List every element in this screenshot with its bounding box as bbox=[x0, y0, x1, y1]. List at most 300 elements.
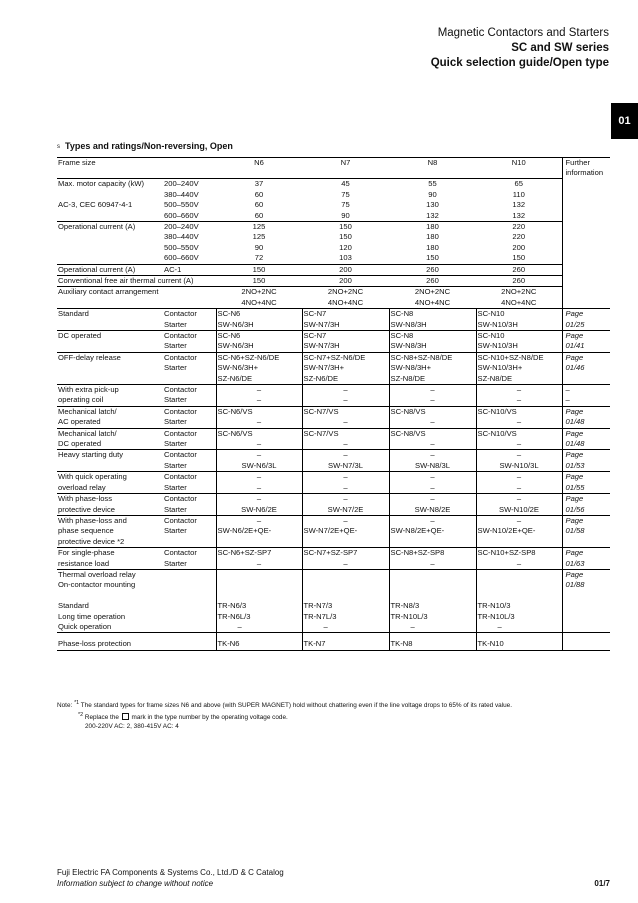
type-number-line: SW-N10/3H bbox=[477, 341, 518, 351]
motor-capacity-row bbox=[57, 179, 610, 222]
kind-label-line: Contactor bbox=[164, 428, 197, 438]
phase-loss-type-line: TK-N6 bbox=[217, 639, 240, 649]
type-number bbox=[216, 352, 302, 384]
note3: 200-220V AC: 2, 380-415V AC: 4 bbox=[85, 723, 179, 731]
aux-contact bbox=[389, 287, 476, 309]
motor-kw-line: 132 bbox=[512, 200, 526, 210]
type-row bbox=[57, 406, 610, 428]
op-current-line: 72 bbox=[254, 253, 264, 263]
page-ref bbox=[562, 385, 610, 407]
type-number bbox=[302, 428, 389, 450]
type-number-line: – bbox=[343, 472, 348, 482]
type-row bbox=[57, 385, 610, 407]
type-number-line: SW-N10/3H bbox=[477, 319, 518, 329]
type-label-line: Mechanical latch/ bbox=[58, 406, 117, 416]
op-current-line: 90 bbox=[254, 242, 264, 252]
kind-label-line: Contactor bbox=[164, 406, 197, 416]
type-number-line: – bbox=[430, 439, 435, 449]
type-number-line: SW-N10/2E+QE- bbox=[477, 526, 536, 536]
page-ref bbox=[562, 331, 610, 353]
chapter-tab[interactable]: 01 bbox=[611, 103, 638, 139]
page-ref-line: 01/25 bbox=[565, 319, 585, 329]
motor-kw-line: 110 bbox=[512, 189, 525, 199]
type-label bbox=[57, 515, 163, 547]
frame-N8 bbox=[389, 158, 476, 179]
op-current-line: 125 bbox=[252, 221, 266, 231]
type-number bbox=[216, 406, 302, 428]
page-header bbox=[431, 26, 609, 71]
type-number bbox=[302, 331, 389, 353]
page-ref-line: Page bbox=[565, 548, 584, 558]
op-current bbox=[476, 221, 562, 264]
ac1-current-line: 150 bbox=[252, 264, 266, 274]
kind-label-line: Starter bbox=[164, 526, 187, 536]
relay-type-line: TR-N10/3 bbox=[477, 601, 511, 611]
type-number-line: – bbox=[256, 395, 262, 405]
type-number-line: – bbox=[343, 558, 348, 568]
type-row bbox=[57, 472, 610, 494]
page-ref-line: Page bbox=[565, 352, 584, 362]
phase-loss-type bbox=[302, 633, 389, 650]
kind-label bbox=[163, 548, 216, 570]
type-number bbox=[389, 406, 476, 428]
thermal-relay-row bbox=[57, 569, 610, 632]
type-label-line: operating coil bbox=[58, 395, 104, 405]
type-number-line: SZ-N8/DE bbox=[477, 373, 513, 383]
selection-table bbox=[57, 157, 610, 651]
type-number-line: – bbox=[343, 417, 348, 427]
kind-label-line: Starter bbox=[164, 504, 187, 514]
blank bbox=[562, 221, 610, 264]
square-mark-icon bbox=[122, 713, 129, 720]
type-label bbox=[57, 548, 163, 570]
blank bbox=[562, 633, 610, 650]
voltage-list-line: 500–550V bbox=[164, 200, 199, 210]
type-number bbox=[476, 428, 562, 450]
page-ref-line: – bbox=[565, 395, 570, 405]
relay-type-line: TR-N10L/3 bbox=[477, 611, 515, 621]
type-number bbox=[389, 352, 476, 384]
type-number-line: – bbox=[516, 482, 522, 492]
type-number-line: SC-N7 bbox=[303, 309, 327, 319]
relay-type-line bbox=[218, 591, 301, 601]
type-label-line: OFF-delay release bbox=[58, 352, 121, 362]
note1-mark: *1 bbox=[74, 700, 80, 706]
type-row bbox=[57, 428, 610, 450]
op-current-label-line: Operational current (A) bbox=[58, 221, 136, 231]
motor-kw bbox=[302, 179, 389, 222]
blank bbox=[562, 264, 610, 275]
aux-contact bbox=[302, 287, 389, 309]
motor-kw-line: 37 bbox=[254, 179, 264, 189]
ac1-label-line: AC-1 bbox=[164, 264, 182, 274]
motor-kw-line: 132 bbox=[512, 210, 526, 220]
relay-type bbox=[302, 569, 389, 632]
page-footer bbox=[57, 867, 610, 889]
type-number bbox=[389, 494, 476, 516]
kind-label bbox=[163, 352, 216, 384]
type-number-line: SC-N6+SZ-SP7 bbox=[217, 548, 272, 558]
relay-type-line bbox=[218, 570, 301, 580]
type-number-line: SC-N7/VS bbox=[303, 406, 339, 416]
page-ref bbox=[562, 569, 610, 632]
op-current-line: 150 bbox=[339, 221, 352, 231]
thermal-relay-label-line bbox=[58, 591, 215, 601]
relay-type-line bbox=[218, 580, 301, 590]
voltage-list-line: 380–440V bbox=[164, 232, 199, 242]
page-ref-line: Page bbox=[565, 569, 584, 579]
type-number-line: – bbox=[516, 558, 522, 568]
type-label bbox=[57, 450, 163, 472]
page-ref-line: Page bbox=[565, 331, 584, 340]
thermal-relay-label-line: Standard bbox=[58, 601, 89, 611]
type-number-line: SW-N7/3L bbox=[328, 460, 363, 470]
kind-label-line: Contactor bbox=[164, 385, 197, 395]
page-ref-line: 01/58 bbox=[565, 526, 585, 536]
type-number bbox=[302, 385, 389, 407]
motor-capacity-label-line bbox=[58, 190, 162, 200]
relay-type-line: – bbox=[497, 621, 502, 631]
type-number-line: SC-N10/VS bbox=[477, 428, 517, 438]
type-number-line: – bbox=[516, 439, 522, 449]
ac1-current bbox=[302, 264, 389, 275]
note1: The standard types for frame sizes N6 and above (with SUPER MAGNET) hold without chattering even if the line voltage drops to 65% of its rated value. bbox=[80, 702, 513, 710]
type-number-line: SC-N10+SZ-N8/DE bbox=[477, 352, 544, 362]
kind-label-line: Starter bbox=[164, 319, 187, 329]
type-number-line: – bbox=[256, 450, 262, 460]
frame-N6 bbox=[216, 158, 302, 179]
page-ref-line: 01/48 bbox=[565, 417, 585, 427]
thermal-relay-label-line: Quick operation bbox=[58, 621, 112, 631]
frame-N7-line: N7 bbox=[340, 158, 351, 167]
kind-label-line: Starter bbox=[164, 439, 187, 449]
type-label-line: DC operated bbox=[58, 331, 102, 340]
type-number bbox=[476, 331, 562, 353]
kind-label-line: Starter bbox=[164, 460, 187, 470]
notes bbox=[57, 699, 617, 731]
type-label-line: DC operated bbox=[58, 439, 102, 449]
type-number-line: SC-N8 bbox=[390, 309, 414, 319]
type-label bbox=[57, 428, 163, 450]
type-label-line: phase sequence bbox=[58, 526, 114, 536]
kind-label-line: Contactor bbox=[164, 309, 197, 319]
motor-kw-line: 60 bbox=[254, 210, 264, 220]
type-number bbox=[216, 494, 302, 516]
kind-label-line: Contactor bbox=[164, 450, 197, 460]
page-ref-line: – bbox=[565, 385, 570, 395]
type-number bbox=[476, 548, 562, 570]
type-number bbox=[476, 385, 562, 407]
type-number bbox=[216, 385, 302, 407]
type-label-line: With phase-loss and bbox=[58, 515, 127, 525]
section-title bbox=[57, 141, 233, 151]
page-ref-line: Page bbox=[565, 450, 584, 460]
kind-label bbox=[163, 472, 216, 494]
motor-capacity-label-line: Max. motor capacity (kW) bbox=[58, 179, 145, 189]
op-current-line: 103 bbox=[339, 253, 352, 263]
motor-kw bbox=[389, 179, 476, 222]
type-number-line: SC-N8/VS bbox=[390, 428, 426, 438]
page-ref-line: 01/46 bbox=[565, 363, 585, 373]
type-number-line: – bbox=[430, 558, 435, 568]
aux-contact-line: 2NO+2NC bbox=[414, 287, 451, 297]
aux-contact-line: 2NO+2NC bbox=[241, 287, 277, 297]
relay-type-line: TR-N7L/3 bbox=[303, 611, 337, 621]
ac1-current-line: 200 bbox=[339, 264, 352, 274]
type-number-line: – bbox=[256, 515, 262, 525]
type-number-line: SC-N8 bbox=[390, 331, 414, 340]
type-number-line: SW-N7/3H bbox=[303, 341, 340, 351]
type-number-line: – bbox=[430, 472, 435, 482]
thermal-relay-label-line: On-contactor mounting bbox=[58, 580, 136, 590]
type-number-line: – bbox=[430, 494, 435, 504]
section-title-text: Types and ratings/Non-reversing, Open bbox=[65, 141, 233, 151]
kind-label bbox=[163, 494, 216, 516]
type-number bbox=[389, 331, 476, 353]
kind-label-line: Contactor bbox=[164, 548, 197, 558]
relay-type-line: – bbox=[323, 621, 328, 631]
kind-label-line: Starter bbox=[164, 363, 187, 373]
relay-type-line bbox=[478, 591, 561, 601]
op-current-line: 150 bbox=[339, 232, 352, 242]
type-number-line: – bbox=[516, 450, 522, 460]
aux-contact bbox=[476, 287, 562, 309]
footer-disclaimer: Information subject to change without notice bbox=[57, 879, 214, 888]
motor-kw-line: 55 bbox=[428, 179, 437, 189]
page-ref bbox=[562, 309, 610, 331]
type-row bbox=[57, 309, 610, 331]
type-row bbox=[57, 450, 610, 472]
relay-type-line bbox=[304, 591, 388, 601]
page-ref-line: 01/63 bbox=[565, 558, 585, 568]
page-ref-line: 01/48 bbox=[565, 439, 585, 449]
relay-type-line bbox=[391, 591, 475, 601]
voltage-list bbox=[163, 221, 216, 264]
relay-type-line bbox=[304, 570, 388, 580]
type-number-line: SC-N6 bbox=[217, 309, 241, 319]
type-number bbox=[302, 548, 389, 570]
kind-label bbox=[163, 406, 216, 428]
op-current bbox=[389, 221, 476, 264]
type-number-line: SW-N6/3H bbox=[217, 341, 254, 351]
motor-kw bbox=[216, 179, 302, 222]
type-number-line: SW-N8/3H+ bbox=[390, 363, 432, 373]
voltage-list-line: 500–550V bbox=[164, 242, 199, 252]
blank bbox=[562, 275, 610, 286]
type-number-line: SC-N7+SZ-N6/DE bbox=[303, 352, 366, 362]
type-label bbox=[57, 331, 163, 353]
note2-a: Replace the bbox=[84, 713, 119, 721]
motor-kw-line: 130 bbox=[426, 200, 439, 210]
type-label bbox=[57, 352, 163, 384]
type-label bbox=[57, 494, 163, 516]
motor-capacity-label-line: AC-3, CEC 60947-4-1 bbox=[58, 200, 133, 210]
op-current-line: 220 bbox=[512, 221, 526, 231]
type-number bbox=[302, 406, 389, 428]
type-number-line: – bbox=[256, 494, 262, 504]
op-current-label bbox=[57, 221, 163, 264]
phase-loss-type-line: TK-N7 bbox=[303, 639, 326, 649]
ac1-current-line: 260 bbox=[512, 264, 526, 274]
op-current-ac1-label bbox=[57, 264, 163, 275]
phase-loss-type bbox=[389, 633, 476, 650]
frame-size-label-line: Frame size bbox=[58, 158, 96, 167]
frame-N10-line: N10 bbox=[511, 158, 526, 167]
phase-loss-type bbox=[476, 633, 562, 650]
motor-capacity-label-line bbox=[58, 211, 162, 221]
type-number-line: – bbox=[430, 395, 435, 405]
kind-label bbox=[163, 385, 216, 407]
kind-label-line: Contactor bbox=[164, 494, 197, 504]
type-number-line: SC-N6/VS bbox=[217, 406, 253, 416]
op-current-line: 200 bbox=[512, 242, 526, 252]
type-number-line: – bbox=[256, 417, 262, 427]
type-number-line: – bbox=[343, 450, 348, 460]
type-number bbox=[389, 385, 476, 407]
thermal-current-line: 260 bbox=[512, 275, 526, 285]
voltage-list-line: 200–240V bbox=[164, 179, 199, 189]
type-number bbox=[302, 309, 389, 331]
page-ref-line: 01/53 bbox=[565, 460, 585, 470]
relay-type-line: TR-N7/3 bbox=[303, 601, 333, 611]
type-number bbox=[476, 450, 562, 472]
kind-label-line: Contactor bbox=[164, 352, 197, 362]
type-number-line: SW-N8/3H bbox=[390, 319, 427, 329]
page-ref bbox=[562, 352, 610, 384]
phase-loss-row bbox=[57, 633, 610, 650]
type-label bbox=[57, 472, 163, 494]
type-label-line: Standard bbox=[58, 309, 89, 319]
relay-type bbox=[389, 569, 476, 632]
thermal-current-line: 260 bbox=[426, 275, 439, 285]
page-ref-line: Page bbox=[565, 406, 584, 416]
aux-contact-line: 4NO+4NC bbox=[501, 297, 537, 307]
page-ref-line: 01/55 bbox=[565, 482, 585, 492]
thermal-relay-label-line: Thermal overload relay bbox=[58, 569, 136, 579]
motor-kw-line: 75 bbox=[341, 200, 350, 210]
page-ref bbox=[562, 450, 610, 472]
aux-contact-label bbox=[57, 287, 216, 309]
type-number-line: SC-N7+SZ-SP7 bbox=[303, 548, 358, 558]
relay-type-line bbox=[304, 580, 388, 590]
type-number bbox=[476, 472, 562, 494]
type-number bbox=[476, 406, 562, 428]
type-number-line: – bbox=[516, 515, 522, 525]
voltage-list-line: 600–660V bbox=[164, 210, 199, 220]
voltage-list-line: 380–440V bbox=[164, 189, 199, 199]
note-prefix: Note: bbox=[57, 702, 73, 710]
ac1-current bbox=[216, 264, 302, 275]
motor-kw-line: 45 bbox=[341, 179, 350, 189]
page-ref bbox=[562, 548, 610, 570]
voltage-list bbox=[163, 179, 216, 222]
type-label bbox=[57, 309, 163, 331]
page-ref bbox=[562, 472, 610, 494]
type-number bbox=[216, 472, 302, 494]
frame-N6-line: N6 bbox=[254, 158, 264, 167]
footer-company: Fuji Electric FA Components & Systems Co., Ltd./D & C Catalog bbox=[57, 868, 284, 877]
motor-kw-line: 132 bbox=[426, 210, 439, 220]
page-ref-line: Page bbox=[565, 428, 584, 438]
aux-contact-row bbox=[57, 287, 610, 309]
thermal-current-row bbox=[57, 275, 610, 286]
type-number-line: SZ-N8/DE bbox=[390, 373, 426, 383]
relay-type-line: – bbox=[237, 621, 242, 631]
type-number-line: – bbox=[430, 482, 435, 492]
type-label-line: AC operated bbox=[58, 417, 101, 427]
type-number bbox=[389, 472, 476, 494]
type-label-line: protective device bbox=[58, 504, 115, 514]
type-label bbox=[57, 385, 163, 407]
thermal-current bbox=[302, 275, 389, 286]
op-current-row bbox=[57, 221, 610, 264]
relay-type-line: TR-N10L/3 bbox=[390, 611, 428, 621]
op-current-line: 180 bbox=[426, 221, 439, 231]
type-number bbox=[216, 450, 302, 472]
motor-kw-line: 60 bbox=[254, 189, 264, 199]
motor-kw bbox=[476, 179, 562, 222]
aux-contact-line: 4NO+4NC bbox=[241, 297, 277, 307]
type-number-line: SC-N8/VS bbox=[390, 406, 426, 416]
type-number-line: – bbox=[430, 417, 435, 427]
kind-label bbox=[163, 331, 216, 353]
relay-type-line bbox=[478, 570, 561, 580]
ac1-current bbox=[389, 264, 476, 275]
type-number bbox=[476, 309, 562, 331]
type-number-line: SW-N8/3L bbox=[415, 460, 450, 470]
ac1-current bbox=[476, 264, 562, 275]
type-number bbox=[389, 515, 476, 547]
motor-capacity-label bbox=[57, 179, 163, 222]
type-number-line: – bbox=[516, 395, 522, 405]
thermal-current bbox=[389, 275, 476, 286]
type-number-line: – bbox=[256, 482, 262, 492]
type-number bbox=[216, 309, 302, 331]
relay-type-line: – bbox=[410, 621, 415, 631]
type-row bbox=[57, 352, 610, 384]
type-number-line: SC-N6/VS bbox=[217, 428, 253, 438]
type-number-line: SC-N6 bbox=[217, 331, 241, 340]
type-number-line: – bbox=[430, 385, 435, 395]
type-number-line: SW-N6/2E+QE- bbox=[217, 526, 272, 536]
type-number bbox=[476, 352, 562, 384]
page-ref-line: Page bbox=[565, 472, 584, 482]
kind-label-line: Starter bbox=[164, 395, 187, 405]
kind-label-line: Contactor bbox=[164, 472, 197, 482]
page-ref bbox=[562, 494, 610, 516]
type-number-line: – bbox=[343, 385, 348, 395]
type-number-line: – bbox=[343, 395, 348, 405]
note2-mark: *2 bbox=[78, 711, 84, 718]
relay-type-line: TR-N8/3 bbox=[390, 601, 420, 611]
further-info-header bbox=[562, 158, 610, 179]
type-number-line: SW-N8/2E+QE- bbox=[390, 526, 445, 536]
type-number-line: SC-N8+SZ-N8/DE bbox=[390, 352, 453, 362]
thermal-current-line: 200 bbox=[339, 275, 352, 285]
kind-label-line: Contactor bbox=[164, 331, 197, 340]
type-number-line: SW-N6/3H+ bbox=[217, 363, 259, 373]
type-number-line: – bbox=[430, 515, 435, 525]
type-number-line: – bbox=[343, 482, 348, 492]
type-label-line: protective device *2 bbox=[58, 536, 125, 546]
type-label-line: Mechanical latch/ bbox=[58, 428, 117, 438]
type-number bbox=[302, 352, 389, 384]
frame-N7 bbox=[302, 158, 389, 179]
type-number-line: – bbox=[256, 472, 262, 482]
relay-type-line bbox=[391, 580, 475, 590]
type-number-line: – bbox=[343, 494, 348, 504]
page-number: 01/7 bbox=[594, 879, 610, 888]
